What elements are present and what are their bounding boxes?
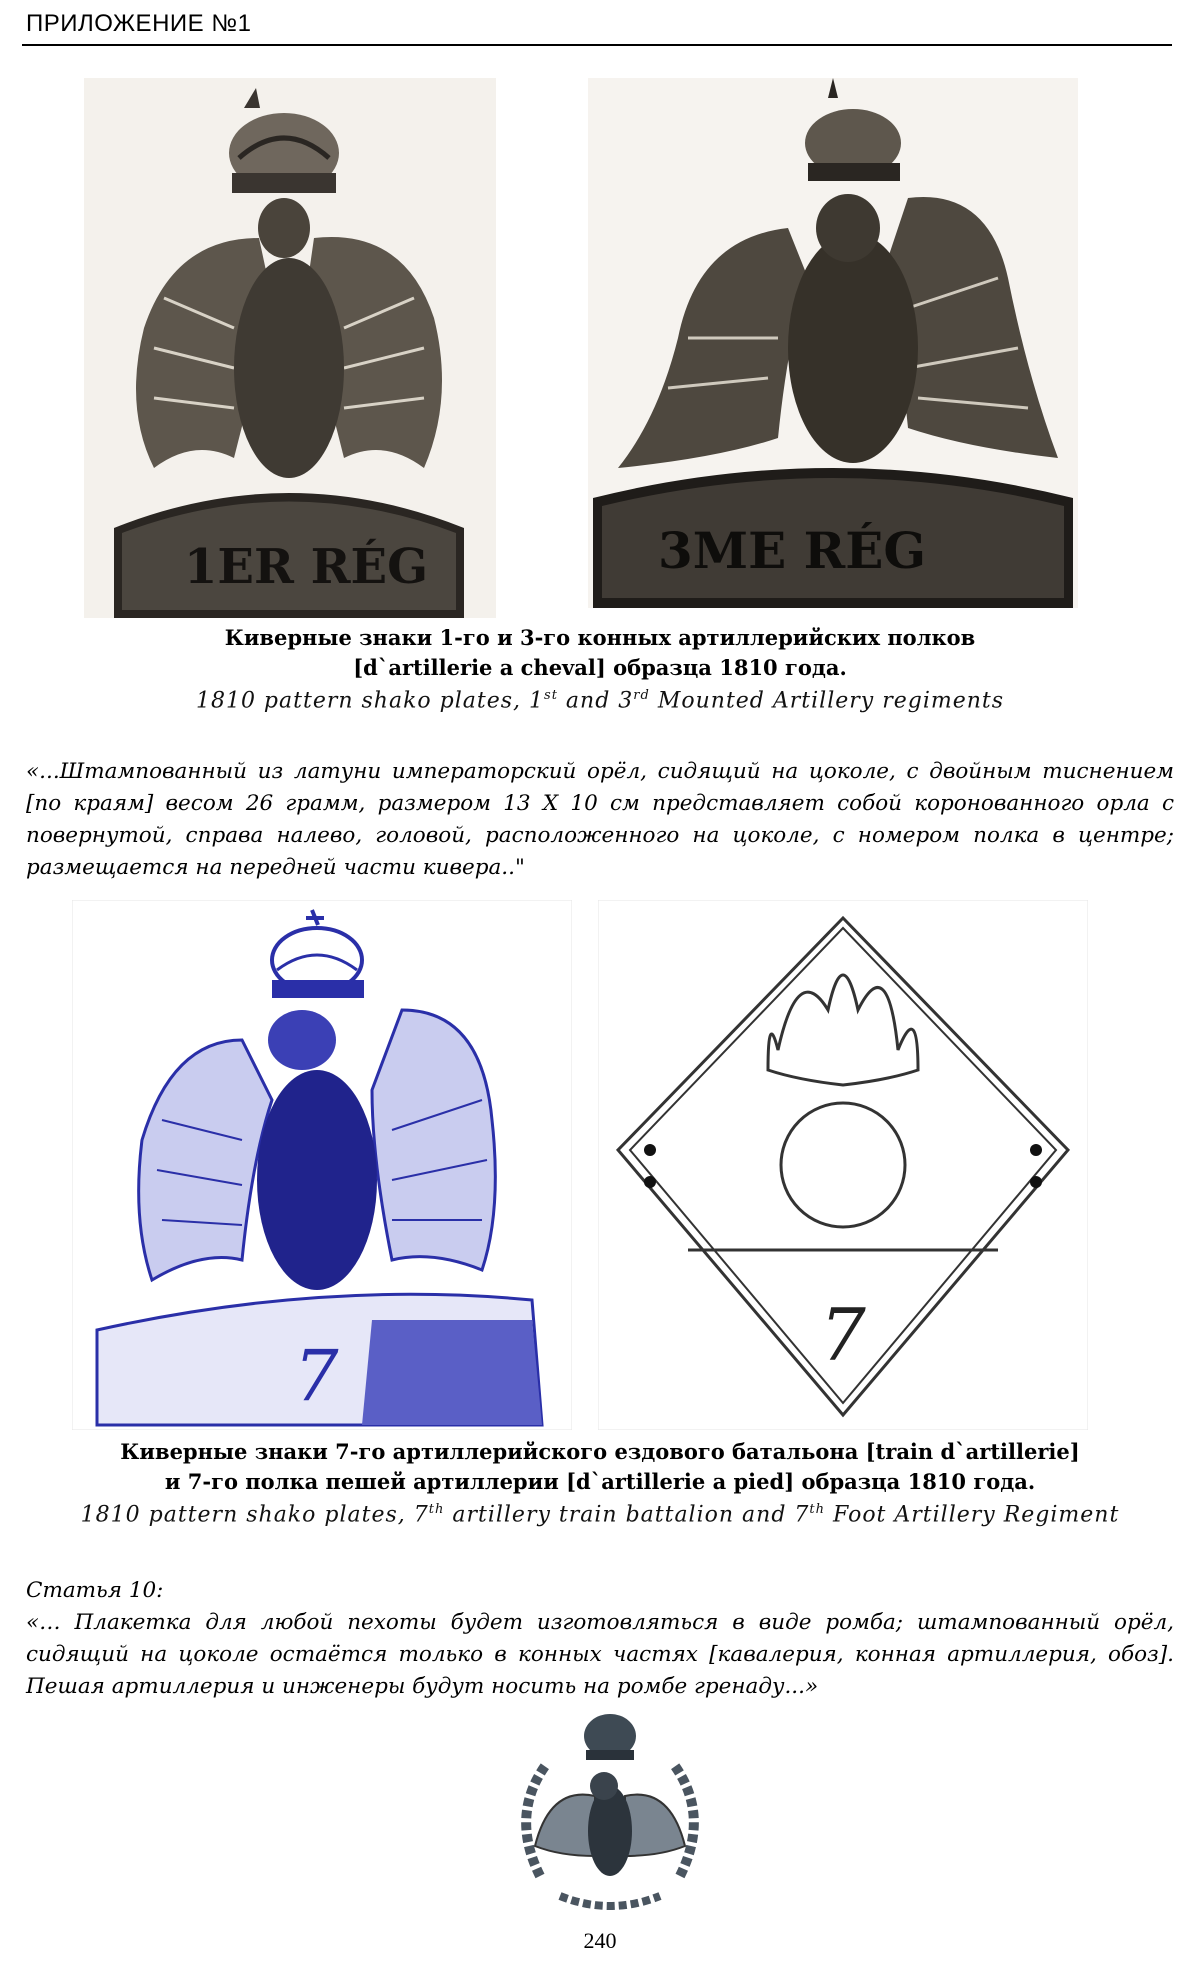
figure2-caption-en-part-b: artillery train battalion and 7 — [444, 1502, 810, 1528]
figure1-caption-en-part-c: Mounted Artillery regiments — [649, 688, 1005, 714]
figure1-caption-en-part-a: 1810 pattern shako plates, 1 — [195, 688, 545, 714]
drawing-shako-plate-foot-artillery — [598, 900, 1088, 1430]
figure1-caption-ru-line1: Киверные знаки 1-го и 3-го конных артиллерийских полков — [224, 625, 976, 650]
figure1-caption-en-sup2: rd — [633, 688, 650, 703]
drawing-shako-plate-artillery-train — [72, 900, 572, 1430]
header-title: ПРИЛОЖЕНИЕ №1 — [26, 10, 252, 37]
quote-paragraph-1: «...Штампованный из латуни императорский орёл, сидящий на цоколе, с двойным тиснением [по краям] весом 26 грамм, размером 13 Х 10 см представляет собой коронованного орла с повернутой, справа налево, головой, расположенного на цоколе, с номером полка в центре; размещается на передней части кивера.." — [26, 759, 1174, 880]
drawing-number-right: 7 — [820, 1293, 866, 1377]
article-heading: Статья 10: — [26, 1578, 164, 1603]
figure1-caption-en-sup1: st — [544, 688, 558, 703]
figure2-caption-ru-line2: и 7-го полка пешей артиллерии [d`artillerie a pied] образца 1810 года. — [164, 1469, 1036, 1494]
drawing-eagle-wreath-badge — [500, 1706, 720, 1926]
photo-shako-plate-1st-regiment — [84, 78, 496, 618]
photo-shako-plate-3rd-regiment — [588, 78, 1078, 608]
page-number: 240 — [583, 1928, 617, 1953]
figure1-caption-en-part-b: and 3 — [557, 688, 634, 714]
figure2-caption-en-sup2: th — [809, 1502, 826, 1517]
figure1-caption-en — [0, 688, 1200, 713]
plate-text-1er-reg: 1ER RÉG — [184, 539, 429, 595]
article-text: «… Плакетка для любой пехоты будет изготовляться в виде ромба; штампованный орёл, сидящий на цоколе остаётся только в конных частях [кавалерия, конная артиллерия, обоз]. Пешая артиллерия и инженеры будут носить на ромбе гренаду...» — [26, 1610, 1174, 1699]
figure2-caption-en-part-a: 1810 pattern shako plates, 7 — [80, 1502, 429, 1528]
figure2-caption-en-part-c: Foot Artillery Regiment — [825, 1502, 1120, 1528]
figure2-caption-ru-line1: Киверные знаки 7-го артиллерийского ездового батальона [train d`artillerie] — [120, 1439, 1080, 1464]
page-header — [22, 6, 1172, 46]
plate-text-3me-reg: 3ME RÉG — [658, 521, 927, 580]
figure1-caption-ru-line2: [d`artillerie a cheval] образца 1810 года. — [353, 655, 847, 680]
figure2-caption-en-sup1: th — [428, 1502, 445, 1517]
figure2-caption-en — [0, 1502, 1200, 1527]
drawing-number-left: 7 — [294, 1335, 339, 1417]
